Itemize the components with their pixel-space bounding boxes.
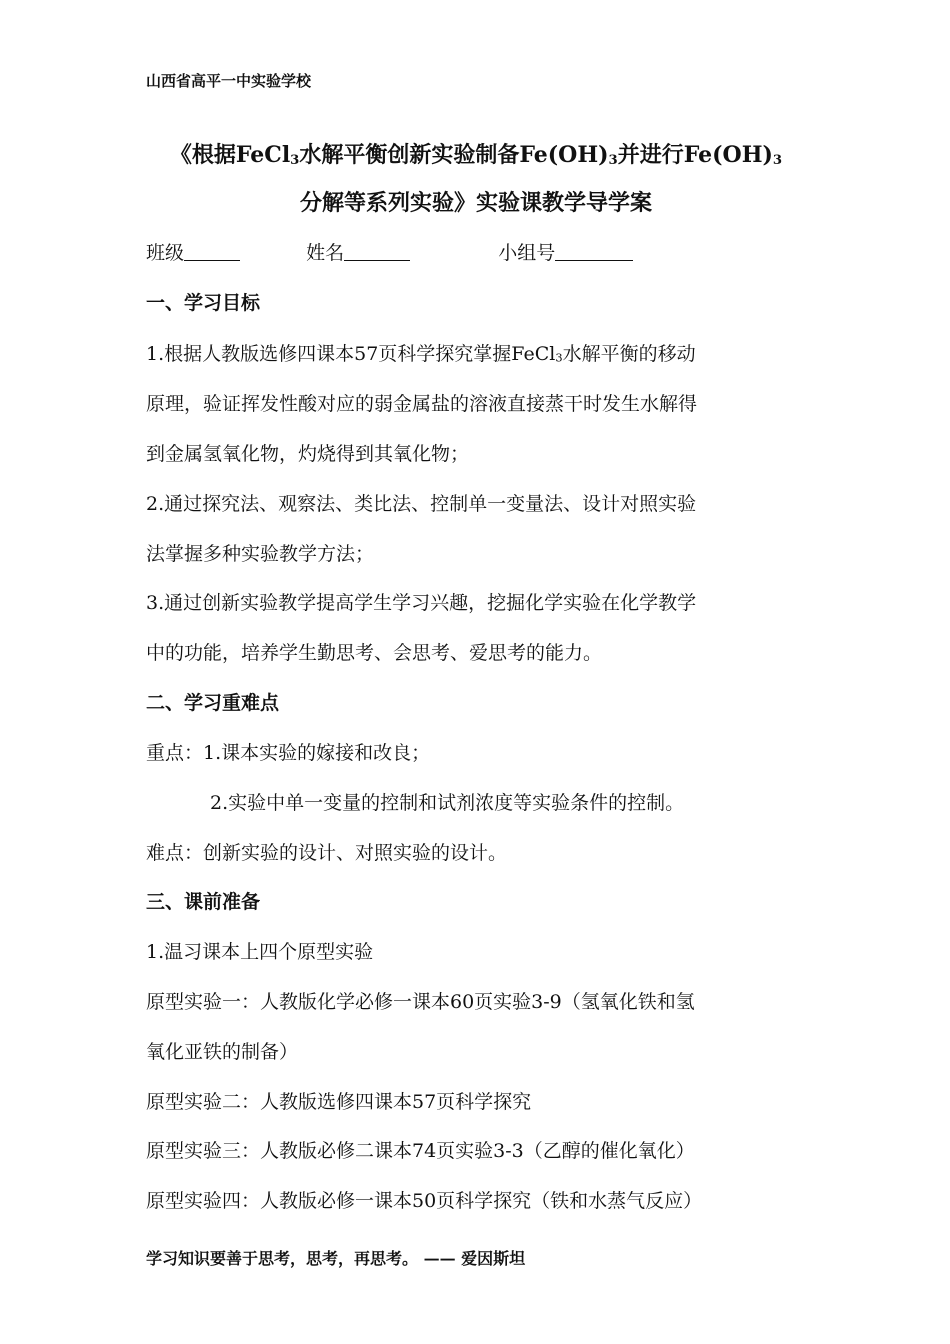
school-header: 山西省高平一中实验学校: [146, 72, 312, 90]
section-heading-preparation: 三、课前准备: [146, 891, 261, 913]
key-point-1: 重点：1.课本实验的嫁接和改良；: [146, 742, 431, 764]
name-label: 姓名: [306, 242, 345, 264]
document-title-line-1: [146, 138, 806, 169]
title-subscript: 3: [290, 152, 300, 168]
difficulty-point: 难点：创新实验的设计、对照实验的设计。: [146, 842, 508, 864]
prototype-experiment-1-line-1: 原型实验一：人教版化学必修一课本60页实验3-9（氢氧化铁和氢: [146, 991, 695, 1013]
preparation-item-1: 1.温习课本上四个原型实验: [146, 941, 374, 963]
objective-1-line-2: 原理，验证挥发性酸对应的弱金属盐的溶液直接蒸干时发生水解得: [146, 393, 698, 415]
name-blank[interactable]: [344, 242, 410, 261]
prototype-experiment-1-line-2: 氧化亚铁的制备）: [146, 1041, 299, 1063]
footer-quote: 学习知识要善于思考，思考，再思考。 —— 爱因斯坦: [146, 1249, 526, 1268]
key-point-2: 2.实验中单一变量的控制和试剂浓度等实验条件的控制。: [210, 792, 685, 814]
subscript: 3: [555, 350, 563, 365]
text-run: 水解平衡的移动: [562, 343, 696, 365]
section-heading-objectives: 一、学习目标: [146, 292, 261, 314]
class-blank[interactable]: [184, 242, 240, 261]
objective-3-line-2: 中的功能，培养学生勤思考、会思考、爱思考的能力。: [146, 642, 603, 664]
title-subscript: 3: [772, 152, 783, 168]
title-text: 并进行Fe(OH): [617, 142, 773, 168]
prototype-experiment-2: 原型实验二：人教版选修四课本57页科学探究: [146, 1091, 532, 1113]
title-text: 《根据FeCl: [169, 142, 291, 168]
group-label: 小组号: [498, 242, 556, 264]
document-title-line-2: 分解等系列实验》实验课教学导学案: [299, 190, 652, 216]
text-run: 1.根据人教版选修四课本57页科学探究掌握FeCl: [146, 343, 556, 365]
objective-1-line-1: [146, 339, 696, 366]
group-blank[interactable]: [555, 242, 633, 261]
prototype-experiment-4: 原型实验四：人教版必修一课本50页科学探究（铁和水蒸气反应）: [146, 1190, 703, 1212]
student-info-fields: [146, 238, 633, 265]
objective-3-line-1: 3.通过创新实验教学提高学生学习兴趣，挖掘化学实验在化学教学: [146, 592, 697, 614]
objective-2-line-1: 2.通过探究法、观察法、类比法、控制单一变量法、设计对照实验: [146, 493, 697, 515]
title-text: 水解平衡创新实验制备Fe(OH): [299, 142, 609, 168]
objective-1-line-3: 到金属氢氧化物，灼烧得到其氧化物；: [146, 443, 470, 465]
class-label: 班级: [146, 242, 185, 264]
section-heading-key-points: 二、学习重难点: [146, 692, 280, 714]
title-subscript: 3: [608, 152, 618, 168]
prototype-experiment-3: 原型实验三：人教版必修二课本74页实验3-3（乙醇的催化氧化）: [146, 1140, 695, 1162]
objective-2-line-2: 法掌握多种实验教学方法；: [146, 543, 375, 565]
